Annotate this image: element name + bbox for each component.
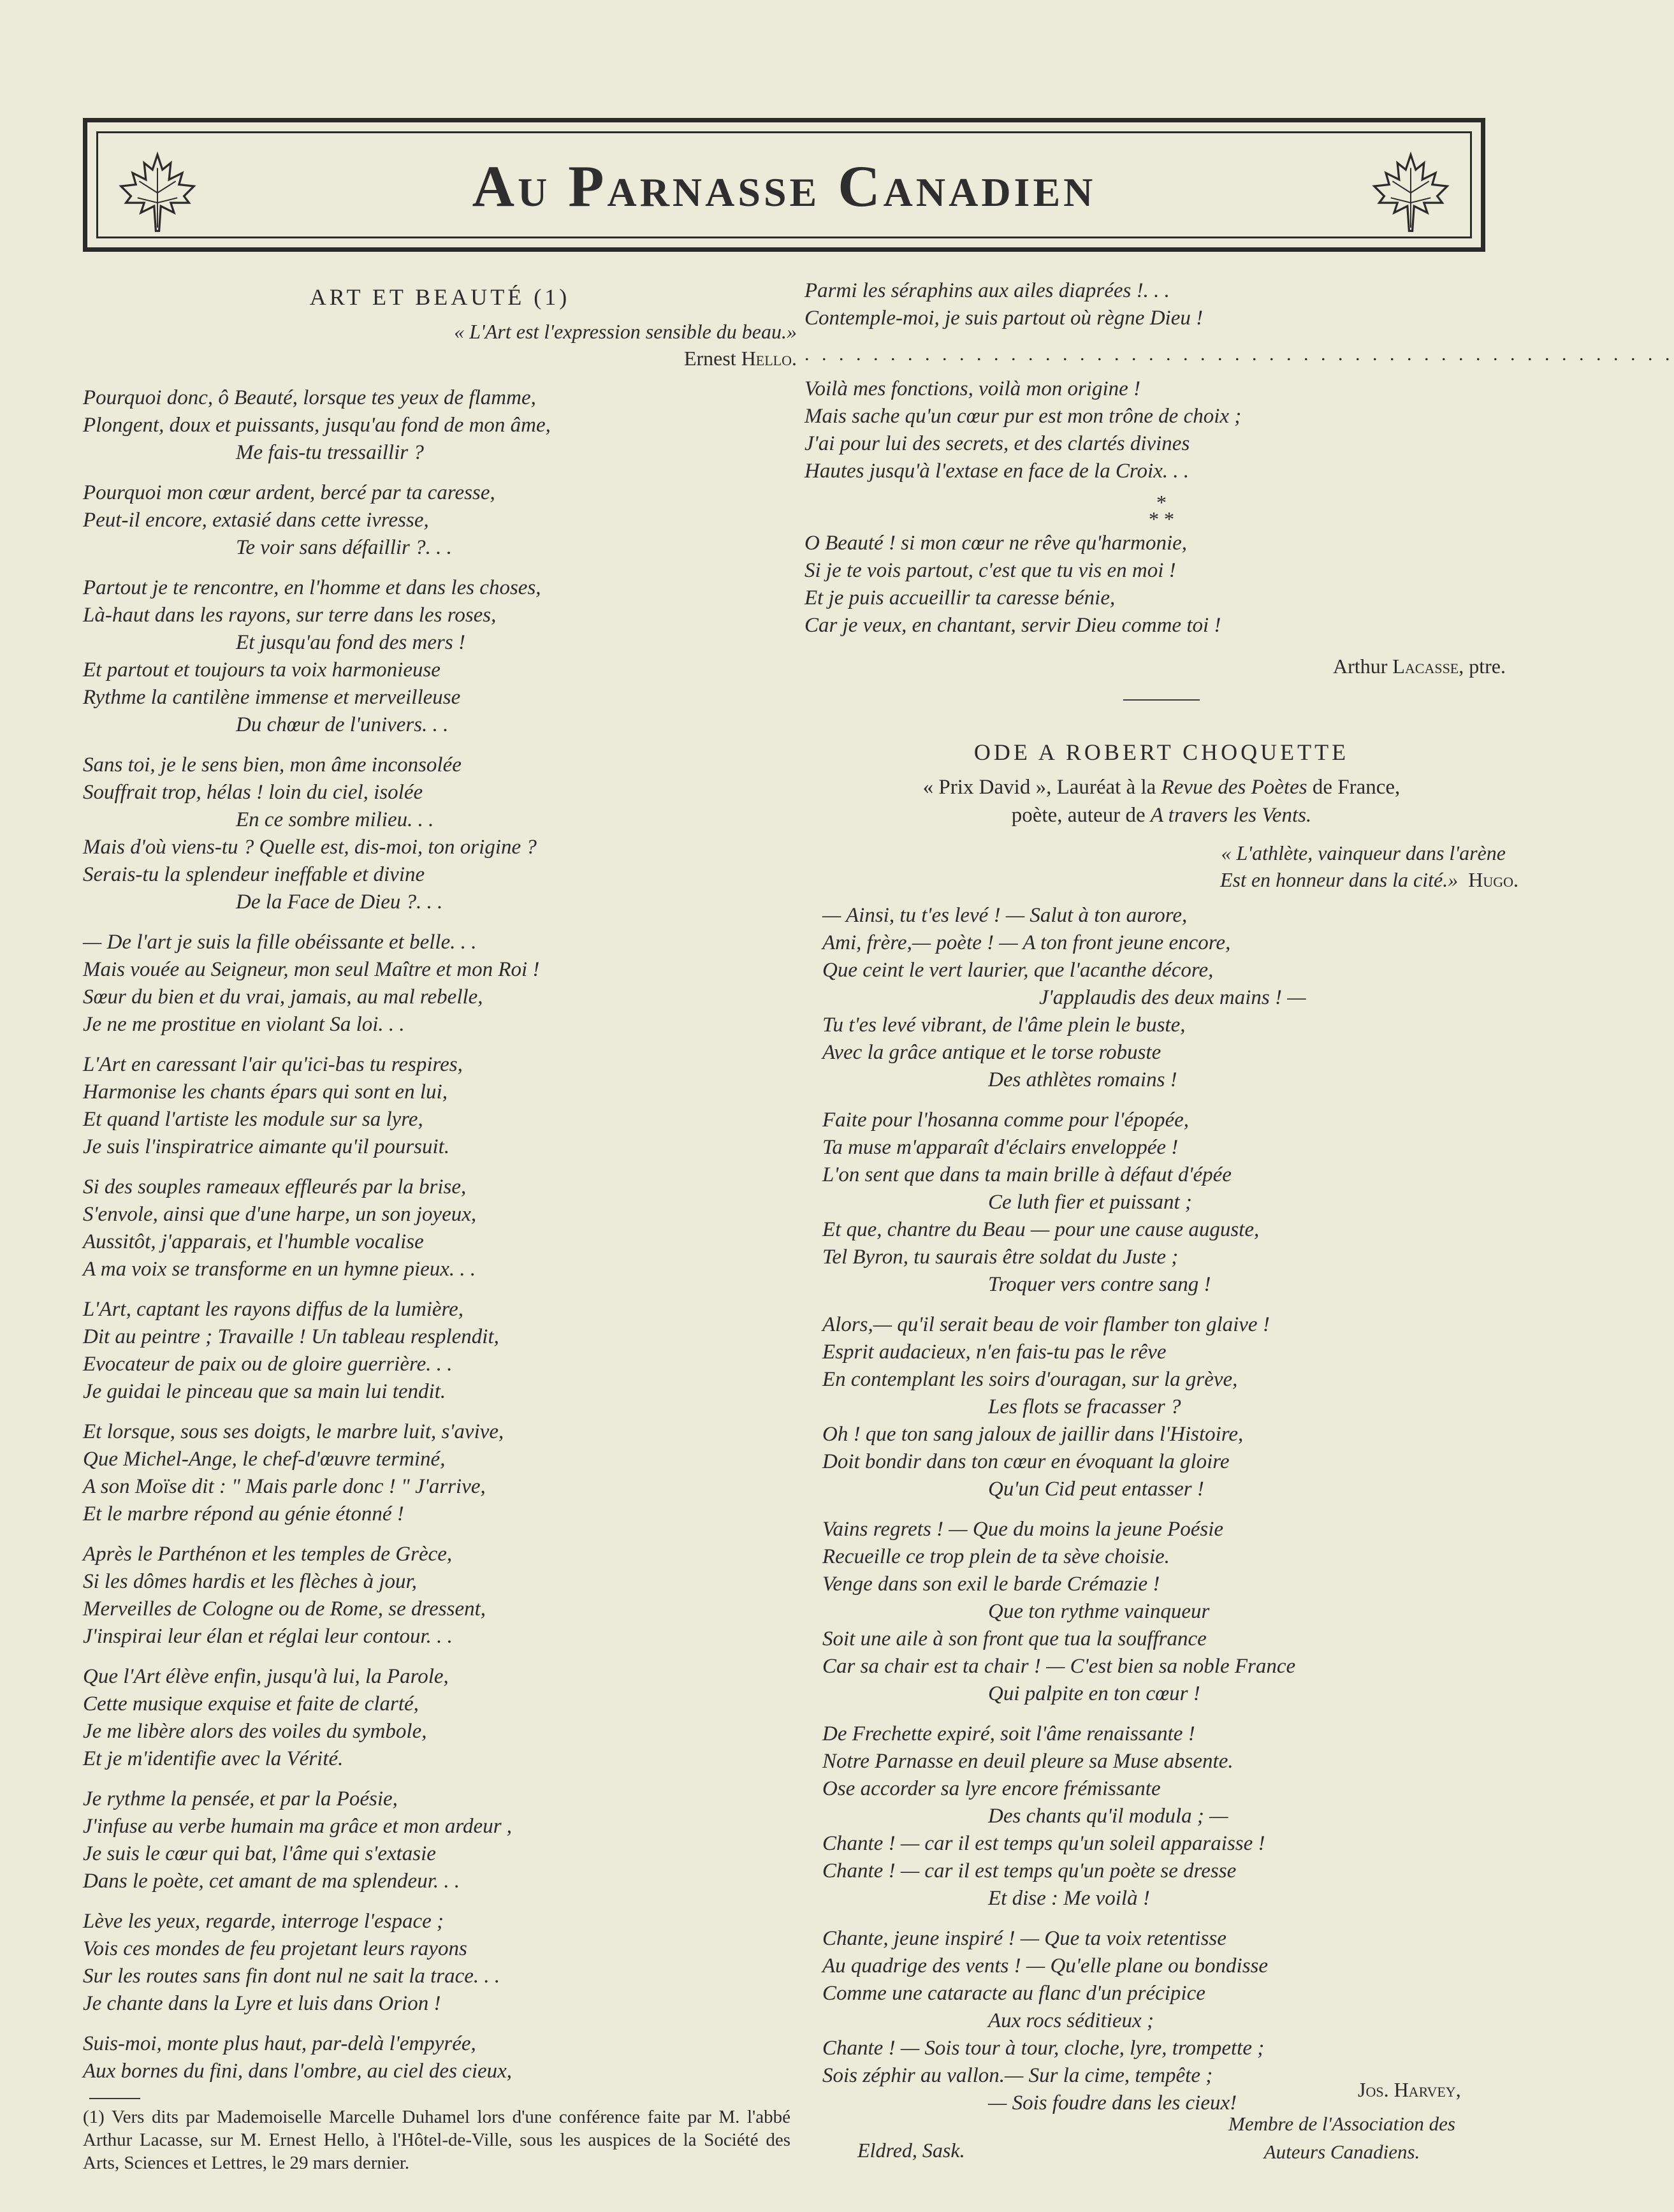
verse-line: Ose accorder sa lyre encore frémissante — [822, 1777, 1161, 1800]
role-line-2: Auteurs Canadiens. — [1263, 2141, 1420, 2163]
verse-line: Pourquoi donc, ô Beauté, lorsque tes yeux de flamme, — [83, 386, 536, 409]
left-column — [83, 277, 797, 2174]
verse-line: Notre Parnasse en deuil pleure sa Muse absente. — [822, 1750, 1234, 1773]
place-line: Eldred, Sask. — [857, 2139, 965, 2162]
verse-line: Sœur du bien et du vrai, jamais, au mal rebelle, — [83, 986, 483, 1008]
verse-line: Et je puis accueillir ta caresse bénie, — [804, 586, 1116, 609]
ode-title: ODE A ROBERT CHOQUETTE — [973, 739, 1350, 765]
verse-line: Je rythme la pensée, et par la Poésie, — [83, 1787, 398, 1810]
verse-line: Aux bornes du fini, dans l'ombre, au ciel des cieux, — [83, 2060, 513, 2083]
verse-line: L'on sent que dans ta main brille à défaut d'épée — [822, 1163, 1232, 1186]
stanza — [83, 574, 797, 739]
verse-line: Qu'un Cid peut entasser ! — [988, 1478, 1204, 1501]
verse-line: Que ceint le vert laurier, que l'acanthe décore, — [822, 959, 1214, 982]
verse-line: Que Michel-Ange, le chef-d'œuvre terminé, — [83, 1448, 446, 1471]
verse-line: Evocateur de paix ou de gloire guerrière. . . — [83, 1353, 453, 1376]
verse-line: Harmonise les chants épars qui sont en lui, — [83, 1081, 448, 1103]
stanza — [83, 1663, 797, 1773]
verse-line: Te voir sans défaillir ?. . . — [236, 536, 452, 559]
ellipsis-row: . . . . . . . . . . . . . . . . . . . . . . . . . . . . . . . . . . . . . . . . . . . . . . . . . . . — [804, 344, 1674, 365]
stanza — [83, 479, 797, 562]
verse-line: Et partout et toujours ta voix harmonieuse — [83, 659, 440, 681]
verse-line: Dans le poète, cet amant de ma splendeur. . . — [83, 1870, 460, 1893]
verse-line: Contemple-moi, je suis partout où règne Dieu ! — [804, 307, 1204, 330]
stanza — [83, 929, 797, 1038]
verse-line: Comme une cataracte au flanc d'un précipice — [822, 1982, 1205, 2005]
stanza — [83, 1051, 797, 1161]
ode-epigraph-text: Est en honneur dans la cité.» — [1219, 868, 1459, 891]
epigraph-author — [83, 345, 797, 372]
verse-line: Mais vouée au Seigneur, mon seul Maître et mon Roi ! — [83, 958, 540, 981]
verse-line: Si je te vois partout, c'est que tu vis en moi ! — [804, 559, 1176, 582]
ode-intro-line-2 — [804, 801, 1518, 829]
verse-line: Vois ces mondes de feu projetant leurs rayons — [83, 1937, 467, 1960]
verse-line: Soit une aile à son front que tua la souffrance — [822, 1627, 1207, 1650]
stanza — [804, 277, 1518, 332]
verse-line: Je guidai le pinceau que sa main lui tendit. — [83, 1380, 446, 1403]
verse-line: Là-haut dans les rayons, sur terre dans les roses, — [83, 604, 497, 627]
verse-line: A ma voix se transforme en un hymne pieux. . . — [83, 1258, 476, 1281]
verse-line: Esprit audacieux, n'en fais-tu pas le rêve — [822, 1341, 1167, 1364]
signature-suffix: , ptre. — [1459, 655, 1506, 678]
verse-line: Si des souples rameaux effleurés par la brise, — [83, 1175, 467, 1198]
signature-first: Arthur — [1333, 655, 1393, 678]
section-separator — [1123, 699, 1200, 701]
verse-line: Chante ! — car il est temps qu'un poète se dresse — [822, 1859, 1237, 1882]
verse-line: Les flots se fracasser ? — [988, 1395, 1181, 1418]
verse-line: En contemplant les soirs d'ouragan, sur la grève, — [822, 1368, 1238, 1391]
verse-line: Car sa chair est ta chair ! — C'est bien sa noble France — [822, 1655, 1296, 1678]
verse-line: — De l'art je suis la fille obéissante et belle. . . — [83, 931, 477, 954]
stanza — [804, 530, 1518, 639]
verse-line: Faite pour l'hosanna comme pour l'épopée, — [822, 1109, 1190, 1131]
verse-line: Que ton rythme vainqueur — [988, 1600, 1210, 1623]
verse-line: Je chante dans la Lyre et luis dans Orion ! — [83, 1992, 441, 2015]
header-banner — [83, 118, 1485, 252]
verse-line: Souffrait trop, hélas ! loin du ciel, isolée — [83, 781, 423, 804]
verse-line: Troquer vers contre sang ! — [988, 1273, 1211, 1296]
ode-body — [804, 902, 1518, 2117]
poem-title: ART ET BEAUTÉ (1) — [309, 284, 571, 310]
verse-line: Chante ! — car il est temps qu'un soleil apparaisse ! — [822, 1832, 1265, 1855]
verse-line: Je ne me prostitue en violant Sa loi. . . — [83, 1013, 405, 1036]
verse-line: Me fais-tu tressaillir ? — [236, 441, 424, 464]
ode-epigraph-1: « L'athlète, vainqueur dans l'arène — [1221, 841, 1506, 864]
verse-line: Aussitôt, j'apparais, et l'humble vocalise — [83, 1230, 424, 1253]
verse-line: A son Moïse dit : " Mais parle donc ! " J'arrive, — [83, 1475, 486, 1498]
verse-line: Venge dans son exil le barde Crémazie ! — [822, 1573, 1160, 1596]
verse-line: Je me libère alors des voiles du symbole, — [83, 1720, 427, 1743]
verse-line: Hautes jusqu'à l'extase en face de la Croix. . . — [804, 460, 1190, 483]
stanza — [83, 384, 797, 467]
verse-line: Avec la grâce antique et le torse robuste — [822, 1041, 1161, 1064]
stanza — [83, 1541, 797, 1650]
ode-intro — [804, 773, 1518, 829]
stanza — [822, 1311, 1518, 1503]
verse-line: Du chœur de l'univers. . . — [236, 713, 449, 736]
asterism-top: * — [1156, 491, 1167, 514]
verse-line: Recueille ce trop plein de ta sève choisie. — [822, 1545, 1170, 1568]
footnote: (1) Vers dits par Mademoiselle Marcelle Duhamel lors d'une conférence faite par M. l'abbé Arthur Lacasse, sur M. Ernest Hello, à l'Hôtel-de-Ville, sous les auspices de la Société des Arts, Sciences et Lettres, le 29 mars dernier. — [83, 2107, 790, 2173]
verse-line: Mais d'où viens-tu ? Quelle est, dis-moi, ton origine ? — [83, 836, 537, 859]
intro-text: de France, — [1307, 776, 1401, 799]
role-line-1: Membre de l'Association des — [1228, 2113, 1455, 2135]
intro-text: « Prix David », Lauréat à la — [922, 776, 1161, 799]
verse-line: Car je veux, en chantant, servir Dieu comme toi ! — [804, 614, 1221, 637]
verse-line: Chante, jeune inspiré ! — Que ta voix retentisse — [822, 1927, 1226, 1950]
verse-line: Parmi les séraphins aux ailes diaprées !. . . — [804, 279, 1170, 302]
epigraph-author-last: Hello. — [741, 347, 797, 370]
ode-intro-line-1 — [804, 773, 1518, 801]
stanza — [822, 1107, 1518, 1299]
intro-review-name: Revue des Poètes — [1161, 776, 1307, 799]
banner-inner-frame — [96, 131, 1472, 238]
stanza — [83, 1908, 797, 2018]
maple-leaf-icon — [1369, 150, 1452, 236]
verse-line: Suis-moi, monte plus haut, par-delà l'empyrée, — [83, 2032, 476, 2055]
verse-line: Pourquoi mon cœur ardent, bercé par ta caresse, — [83, 481, 495, 504]
epigraph: « L'Art est l'expression sensible du beau.» — [454, 320, 797, 343]
verse-line: Si les dômes hardis et les flèches à jour, — [83, 1570, 417, 1593]
verse-line: Dit au peintre ; Travaille ! Un tableau resplendit, — [83, 1325, 499, 1348]
verse-line: Je suis l'inspiratrice aimante qu'il poursuit. — [83, 1135, 450, 1158]
verse-line: Oh ! que ton sang jaloux de jaillir dans l'Histoire, — [822, 1423, 1244, 1446]
verse-line: Partout je te rencontre, en l'homme et dans les choses, — [83, 576, 541, 599]
stanza — [83, 1786, 797, 1895]
verse-line: Mais sache qu'un cœur pur est mon trône de choix ; — [804, 405, 1242, 428]
verse-line: Tel Byron, tu saurais être soldat du Juste ; — [822, 1246, 1179, 1269]
banner-title: Au Parnasse Canadien — [472, 154, 1096, 219]
verse-line: Sans toi, je le sens bien, mon âme inconsolée — [83, 753, 462, 776]
verse-line: Et je m'identifie avec la Vérité. — [83, 1747, 344, 1770]
verse-line: Et que, chantre du Beau — pour une cause auguste, — [822, 1218, 1260, 1241]
footnote-rule — [89, 2098, 140, 2099]
poem-body-left — [83, 384, 797, 2085]
ode-author-role — [1208, 2110, 1476, 2166]
verse-line: Je suis le cœur qui bat, l'âme qui s'extasie — [83, 1842, 436, 1865]
poem-signature — [804, 652, 1506, 680]
verse-line: Ami, frère,— poète ! — A ton front jeune encore, — [822, 931, 1231, 954]
ode-signature: Jos. Harvey, — [1358, 2078, 1461, 2101]
verse-line: Et dise : Me voilà ! — [988, 1887, 1150, 1910]
verse-line: — Sois foudre dans les cieux! — [988, 2092, 1237, 2114]
verse-line: De Frechette expiré, soit l'âme renaissante ! — [822, 1722, 1195, 1745]
verse-line: — Ainsi, tu t'es levé ! — Salut à ton aurore, — [822, 904, 1188, 927]
verse-line: J'ai pour lui des secrets, et des clartés divines — [804, 432, 1190, 455]
verse-line: Peut-il encore, extasié dans cette ivresse, — [83, 509, 429, 532]
verse-line: Ce luth fier et puissant ; — [988, 1191, 1192, 1214]
verse-line: Plongent, doux et puissants, jusqu'au fond de mon âme, — [83, 414, 551, 437]
verse-line: De la Face de Dieu ?. . . — [236, 891, 443, 913]
ode-epigraph-author: Hugo. — [1468, 868, 1518, 891]
signature-last: Lacasse — [1392, 655, 1459, 678]
verse-line: Lève les yeux, regarde, interroge l'espace ; — [83, 1910, 444, 1933]
verse-line: J'applaudis des deux mains ! — — [1039, 986, 1306, 1009]
stanza — [83, 752, 797, 916]
poem-continuation-2 — [804, 375, 1518, 485]
verse-line: Au quadrige des vents ! — Qu'elle plane ou bondisse — [822, 1954, 1269, 1977]
verse-line: Et lorsque, sous ses doigts, le marbre luit, s'avive, — [83, 1420, 504, 1443]
verse-line: L'Art, captant les rayons diffus de la lumière, — [83, 1298, 464, 1321]
stanza — [83, 1418, 797, 1528]
verse-line: Vains regrets ! — Que du moins la jeune Poésie — [822, 1518, 1224, 1541]
verse-line: Voilà mes fonctions, voilà mon origine ! — [804, 377, 1141, 400]
verse-line: J'inspirai leur élan et réglai leur contour. . . — [83, 1625, 453, 1648]
intro-book-title: A travers les Vents. — [1150, 804, 1312, 827]
verse-line: Que l'Art élève enfin, jusqu'à lui, la Parole, — [83, 1665, 449, 1688]
verse-line: Aux rocs séditieux ; — [988, 2009, 1154, 2032]
verse-line: Et jusqu'au fond des mers ! — [236, 631, 465, 654]
stanza — [804, 375, 1518, 485]
verse-line: Serais-tu la splendeur ineffable et divine — [83, 863, 425, 886]
verse-line: Tu t'es levé vibrant, de l'âme plein le buste, — [822, 1014, 1186, 1037]
verse-line: Sois zéphir au vallon.— Sur la cime, tempête ; — [822, 2064, 1213, 2087]
asterism-bottom: * * — [1149, 507, 1174, 530]
stanza — [83, 2030, 797, 2085]
intro-text: poète, auteur de — [1011, 804, 1151, 827]
verse-line: Après le Parthénon et les temples de Grèce, — [83, 1543, 453, 1566]
verse-line: Cette musique exquise et faite de clarté, — [83, 1692, 419, 1715]
verse-line: Qui palpite en ton cœur ! — [988, 1682, 1200, 1705]
verse-line: Rythme la cantilène immense et merveilleuse — [83, 686, 461, 709]
asterism — [804, 491, 1518, 530]
verse-line: Doit bondir dans ton cœur en évoquant la gloire — [822, 1450, 1230, 1473]
verse-line: Sur les routes sans fin dont nul ne sait la trace. . . — [83, 1965, 500, 1988]
stanza — [822, 902, 1518, 1094]
verse-line: Des athlètes romains ! — [988, 1068, 1177, 1091]
verse-line: O Beauté ! si mon cœur ne rêve qu'harmonie, — [804, 532, 1188, 555]
stanza — [822, 1516, 1518, 1708]
poem-continuation — [804, 277, 1518, 332]
epigraph-author-first: Ernest — [683, 347, 741, 370]
verse-line: L'Art en caressant l'air qu'ici-bas tu respires, — [83, 1053, 463, 1076]
verse-line: Et quand l'artiste les module sur sa lyre, — [83, 1108, 423, 1131]
verse-line: Merveilles de Cologne ou de Rome, se dressent, — [83, 1597, 486, 1620]
verse-line: Des chants qu'il modula ; — — [988, 1805, 1228, 1828]
poem-continuation-3 — [804, 530, 1518, 639]
right-column — [804, 277, 1674, 2130]
verse-line: Et le marbre répond au génie étonné ! — [83, 1503, 404, 1525]
verse-line: En ce sombre milieu. . . — [236, 808, 434, 831]
verse-line: J'infuse au verbe humain ma grâce et mon ardeur , — [83, 1815, 513, 1838]
verse-line: Alors,— qu'il serait beau de voir flamber ton glaive ! — [822, 1313, 1270, 1336]
verse-line: Chante ! — Sois tour à tour, cloche, lyre, trompette ; — [822, 2037, 1265, 2060]
verse-line: S'envole, ainsi que d'une harpe, un son joyeux, — [83, 1203, 477, 1226]
stanza — [83, 1174, 797, 1283]
verse-line: Ta muse m'apparaît d'éclairs enveloppée ! — [822, 1136, 1179, 1159]
stanza — [83, 1296, 797, 1406]
stanza — [822, 1721, 1518, 1912]
ode-epigraph-2 — [804, 866, 1518, 893]
